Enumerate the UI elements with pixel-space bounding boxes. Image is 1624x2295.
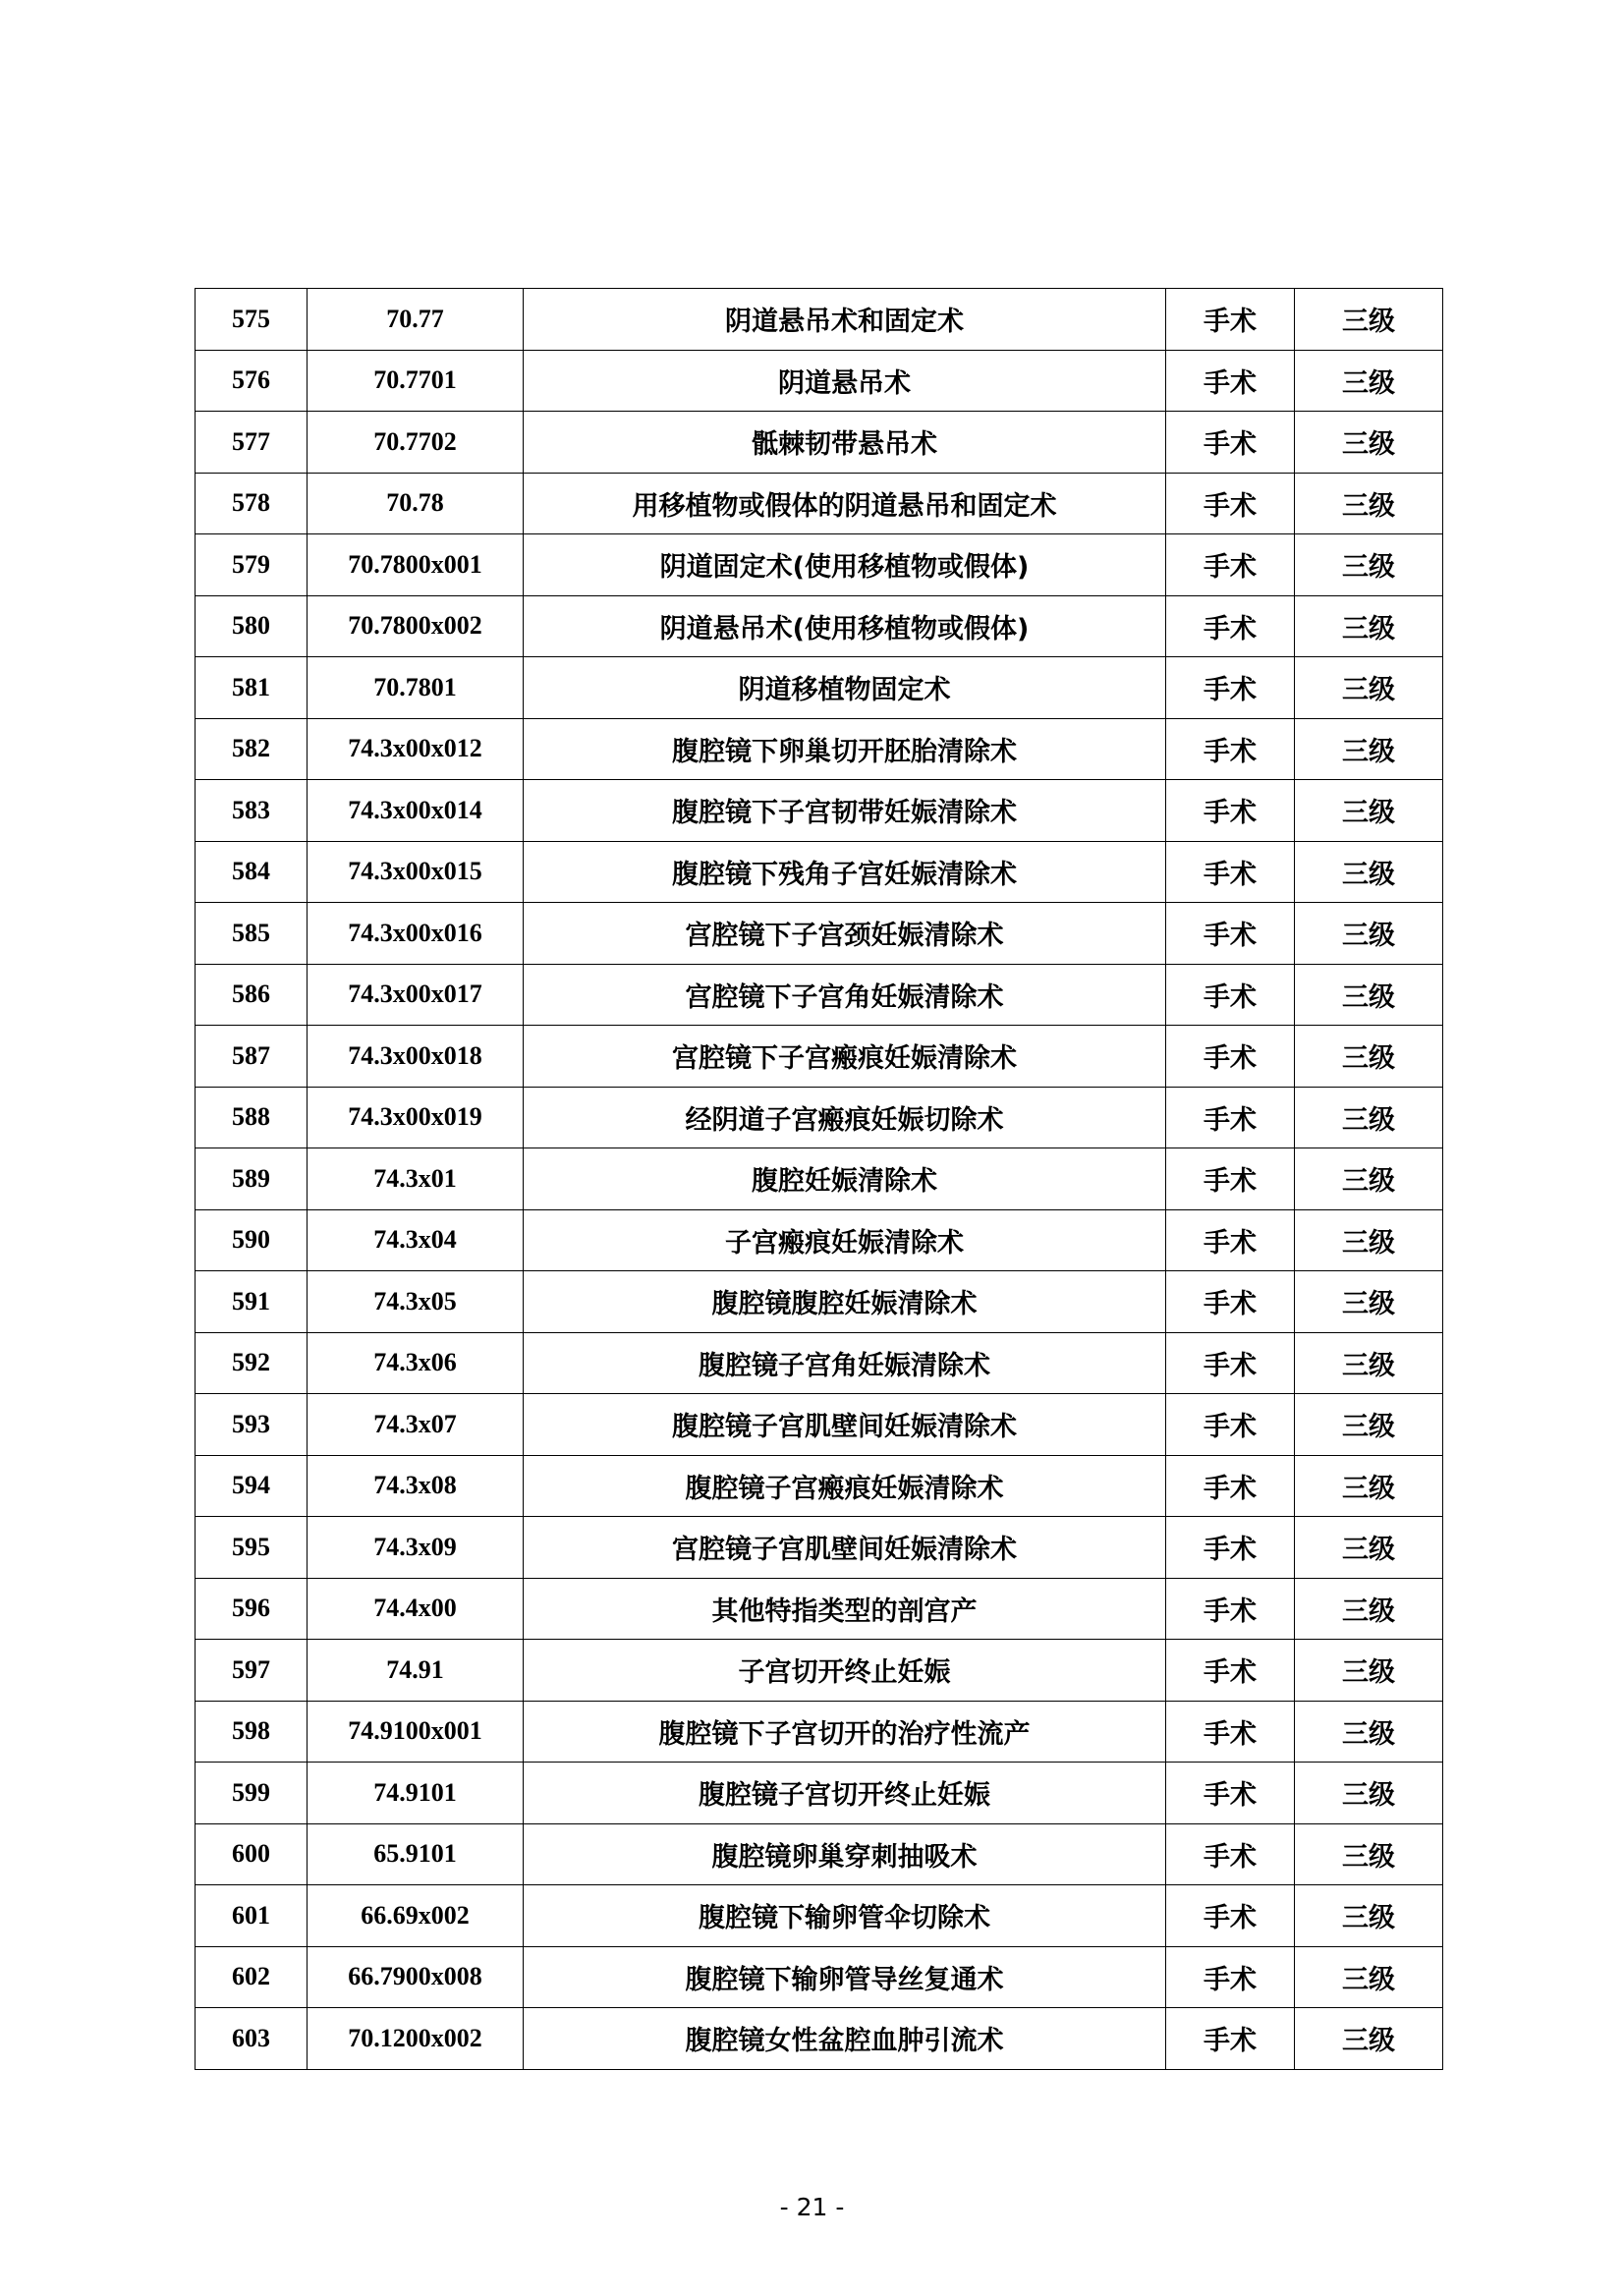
procedure-level-cell: 三级 [1295, 534, 1443, 596]
procedure-level-cell: 三级 [1295, 903, 1443, 965]
procedure-name-cell: 腹腔镜女性盆腔血肿引流术 [524, 2008, 1166, 2070]
row-index-cell: 595 [196, 1517, 308, 1579]
procedure-level-cell: 三级 [1295, 1271, 1443, 1333]
row-index-cell: 591 [196, 1271, 308, 1333]
procedure-name-cell: 腹腔镜下残角子宫妊娠清除术 [524, 841, 1166, 903]
row-index-cell: 587 [196, 1026, 308, 1088]
procedure-level-cell: 三级 [1295, 473, 1443, 534]
procedure-code-cell: 74.3x08 [308, 1455, 524, 1517]
procedure-type-cell: 手术 [1166, 1578, 1295, 1640]
procedure-level-cell: 三级 [1295, 350, 1443, 412]
row-index-cell: 601 [196, 1885, 308, 1947]
row-index-cell: 600 [196, 1823, 308, 1885]
procedure-level-cell: 三级 [1295, 718, 1443, 780]
procedure-code-cell: 66.7900x008 [308, 1946, 524, 2008]
procedure-type-cell: 手术 [1166, 289, 1295, 351]
row-index-cell: 598 [196, 1701, 308, 1763]
procedure-level-cell: 三级 [1295, 1026, 1443, 1088]
procedure-name-cell: 阴道悬吊术和固定术 [524, 289, 1166, 351]
procedure-type-cell: 手术 [1166, 1763, 1295, 1824]
row-index-cell: 575 [196, 289, 308, 351]
procedure-type-cell: 手术 [1166, 1823, 1295, 1885]
page-number: - 21 - [779, 2193, 845, 2221]
table-row [196, 1332, 1443, 1394]
row-index-cell: 599 [196, 1763, 308, 1824]
table-row [196, 841, 1443, 903]
procedure-level-cell: 三级 [1295, 1087, 1443, 1148]
table-row [196, 1209, 1443, 1271]
row-index-cell: 580 [196, 595, 308, 657]
procedure-name-cell: 腹腔镜下输卵管导丝复通术 [524, 1946, 1166, 2008]
procedure-code-cell: 74.4x00 [308, 1578, 524, 1640]
procedure-type-cell: 手术 [1166, 1026, 1295, 1088]
procedure-level-cell: 三级 [1295, 1763, 1443, 1824]
procedure-name-cell: 腹腔镜腹腔妊娠清除术 [524, 1271, 1166, 1333]
table-row [196, 1885, 1443, 1947]
row-index-cell: 596 [196, 1578, 308, 1640]
table-row [196, 1763, 1443, 1824]
procedure-code-cell: 74.3x00x016 [308, 903, 524, 965]
table-row [196, 595, 1443, 657]
procedure-type-cell: 手术 [1166, 1455, 1295, 1517]
procedure-level-cell: 三级 [1295, 1946, 1443, 2008]
procedure-name-cell: 经阴道子宫瘢痕妊娠切除术 [524, 1087, 1166, 1148]
procedure-level-cell: 三级 [1295, 1517, 1443, 1579]
procedure-level-cell: 三级 [1295, 657, 1443, 719]
procedure-code-cell: 74.3x00x014 [308, 780, 524, 842]
procedure-name-cell: 腹腔镜下输卵管伞切除术 [524, 1885, 1166, 1947]
procedure-level-cell: 三级 [1295, 595, 1443, 657]
table-row [196, 1087, 1443, 1148]
table-row [196, 718, 1443, 780]
procedure-type-cell: 手术 [1166, 1701, 1295, 1763]
procedure-code-cell: 70.7801 [308, 657, 524, 719]
table-row [196, 1455, 1443, 1517]
row-index-cell: 597 [196, 1640, 308, 1702]
procedure-name-cell: 子宫切开终止妊娠 [524, 1640, 1166, 1702]
procedure-code-cell: 74.3x00x018 [308, 1026, 524, 1088]
table-row [196, 1640, 1443, 1702]
procedure-type-cell: 手术 [1166, 595, 1295, 657]
procedure-type-cell: 手术 [1166, 1148, 1295, 1210]
row-index-cell: 593 [196, 1394, 308, 1456]
procedure-name-cell: 腹腔镜卵巢穿刺抽吸术 [524, 1823, 1166, 1885]
procedure-code-cell: 74.3x00x019 [308, 1087, 524, 1148]
procedure-type-cell: 手术 [1166, 1394, 1295, 1456]
row-index-cell: 582 [196, 718, 308, 780]
procedure-code-cell: 74.3x00x017 [308, 964, 524, 1026]
table-row [196, 2008, 1443, 2070]
procedure-level-cell: 三级 [1295, 412, 1443, 474]
row-index-cell: 579 [196, 534, 308, 596]
row-index-cell: 578 [196, 473, 308, 534]
row-index-cell: 583 [196, 780, 308, 842]
row-index-cell: 586 [196, 964, 308, 1026]
procedure-name-cell: 腹腔镜下卵巢切开胚胎清除术 [524, 718, 1166, 780]
row-index-cell: 577 [196, 412, 308, 474]
table-row [196, 350, 1443, 412]
procedure-code-cell: 74.3x00x012 [308, 718, 524, 780]
procedure-table [195, 288, 1443, 2070]
procedure-name-cell: 其他特指类型的剖宫产 [524, 1578, 1166, 1640]
row-index-cell: 588 [196, 1087, 308, 1148]
procedure-name-cell: 阴道悬吊术(使用移植物或假体) [524, 595, 1166, 657]
procedure-type-cell: 手术 [1166, 1517, 1295, 1579]
procedure-level-cell: 三级 [1295, 1209, 1443, 1271]
procedure-level-cell: 三级 [1295, 289, 1443, 351]
procedure-level-cell: 三级 [1295, 1148, 1443, 1210]
row-index-cell: 589 [196, 1148, 308, 1210]
procedure-level-cell: 三级 [1295, 1578, 1443, 1640]
procedure-name-cell: 宫腔镜下子宫瘢痕妊娠清除术 [524, 1026, 1166, 1088]
procedure-level-cell: 三级 [1295, 780, 1443, 842]
procedure-type-cell: 手术 [1166, 350, 1295, 412]
procedure-name-cell: 腹腔妊娠清除术 [524, 1148, 1166, 1210]
procedure-code-cell: 70.7800x002 [308, 595, 524, 657]
table-row [196, 657, 1443, 719]
procedure-code-cell: 74.91 [308, 1640, 524, 1702]
procedure-type-cell: 手术 [1166, 412, 1295, 474]
procedure-name-cell: 宫腔镜子宫肌壁间妊娠清除术 [524, 1517, 1166, 1579]
procedure-level-cell: 三级 [1295, 841, 1443, 903]
table-row [196, 1946, 1443, 2008]
table-row [196, 1148, 1443, 1210]
table-row [196, 1394, 1443, 1456]
table-row [196, 964, 1443, 1026]
table-row [196, 903, 1443, 965]
procedure-type-cell: 手术 [1166, 2008, 1295, 2070]
procedure-name-cell: 腹腔镜子宫瘢痕妊娠清除术 [524, 1455, 1166, 1517]
procedure-name-cell: 宫腔镜下子宫颈妊娠清除术 [524, 903, 1166, 965]
procedure-type-cell: 手术 [1166, 780, 1295, 842]
procedure-level-cell: 三级 [1295, 2008, 1443, 2070]
table-row [196, 289, 1443, 351]
procedure-code-cell: 74.3x07 [308, 1394, 524, 1456]
procedure-code-cell: 70.1200x002 [308, 2008, 524, 2070]
row-index-cell: 602 [196, 1946, 308, 2008]
procedure-code-cell: 74.9100x001 [308, 1701, 524, 1763]
procedure-name-cell: 腹腔镜下子宫切开的治疗性流产 [524, 1701, 1166, 1763]
table-row [196, 1578, 1443, 1640]
procedure-name-cell: 子宫瘢痕妊娠清除术 [524, 1209, 1166, 1271]
procedure-type-cell: 手术 [1166, 841, 1295, 903]
procedure-type-cell: 手术 [1166, 657, 1295, 719]
procedure-name-cell: 阴道固定术(使用移植物或假体) [524, 534, 1166, 596]
procedure-code-cell: 70.78 [308, 473, 524, 534]
table-row [196, 780, 1443, 842]
procedure-level-cell: 三级 [1295, 1701, 1443, 1763]
table-row [196, 473, 1443, 534]
procedure-name-cell: 腹腔镜子宫切开终止妊娠 [524, 1763, 1166, 1824]
procedure-table-body [196, 289, 1443, 2070]
procedure-level-cell: 三级 [1295, 1394, 1443, 1456]
row-index-cell: 603 [196, 2008, 308, 2070]
table-row [196, 1823, 1443, 1885]
procedure-type-cell: 手术 [1166, 964, 1295, 1026]
procedure-code-cell: 74.3x05 [308, 1271, 524, 1333]
procedure-type-cell: 手术 [1166, 1885, 1295, 1947]
procedure-code-cell: 74.3x00x015 [308, 841, 524, 903]
procedure-type-cell: 手术 [1166, 1209, 1295, 1271]
procedure-level-cell: 三级 [1295, 1885, 1443, 1947]
table-row [196, 1517, 1443, 1579]
row-index-cell: 592 [196, 1332, 308, 1394]
procedure-name-cell: 腹腔镜子宫角妊娠清除术 [524, 1332, 1166, 1394]
procedure-code-cell: 70.7800x001 [308, 534, 524, 596]
procedure-name-cell: 阴道移植物固定术 [524, 657, 1166, 719]
procedure-type-cell: 手术 [1166, 903, 1295, 965]
procedure-code-cell: 74.9101 [308, 1763, 524, 1824]
row-index-cell: 585 [196, 903, 308, 965]
table-row [196, 534, 1443, 596]
row-index-cell: 581 [196, 657, 308, 719]
row-index-cell: 594 [196, 1455, 308, 1517]
procedure-code-cell: 74.3x09 [308, 1517, 524, 1579]
procedure-type-cell: 手术 [1166, 1332, 1295, 1394]
procedure-code-cell: 74.3x01 [308, 1148, 524, 1210]
procedure-name-cell: 腹腔镜子宫肌壁间妊娠清除术 [524, 1394, 1166, 1456]
procedure-name-cell: 用移植物或假体的阴道悬吊和固定术 [524, 473, 1166, 534]
procedure-level-cell: 三级 [1295, 1823, 1443, 1885]
procedure-code-cell: 65.9101 [308, 1823, 524, 1885]
procedure-code-cell: 66.69x002 [308, 1885, 524, 1947]
procedure-level-cell: 三级 [1295, 1332, 1443, 1394]
procedure-type-cell: 手术 [1166, 1271, 1295, 1333]
procedure-name-cell: 阴道悬吊术 [524, 350, 1166, 412]
procedure-name-cell: 骶棘韧带悬吊术 [524, 412, 1166, 474]
row-index-cell: 590 [196, 1209, 308, 1271]
procedure-type-cell: 手术 [1166, 1087, 1295, 1148]
procedure-name-cell: 腹腔镜下子宫韧带妊娠清除术 [524, 780, 1166, 842]
procedure-level-cell: 三级 [1295, 1455, 1443, 1517]
table-row [196, 412, 1443, 474]
table-row [196, 1271, 1443, 1333]
procedure-type-cell: 手术 [1166, 534, 1295, 596]
procedure-code-cell: 70.7702 [308, 412, 524, 474]
procedure-code-cell: 70.77 [308, 289, 524, 351]
procedure-code-cell: 70.7701 [308, 350, 524, 412]
table-row [196, 1026, 1443, 1088]
procedure-code-cell: 74.3x06 [308, 1332, 524, 1394]
procedure-name-cell: 宫腔镜下子宫角妊娠清除术 [524, 964, 1166, 1026]
table-row [196, 1701, 1443, 1763]
procedure-type-cell: 手术 [1166, 718, 1295, 780]
row-index-cell: 584 [196, 841, 308, 903]
procedure-code-cell: 74.3x04 [308, 1209, 524, 1271]
procedure-type-cell: 手术 [1166, 1946, 1295, 2008]
procedure-level-cell: 三级 [1295, 1640, 1443, 1702]
row-index-cell: 576 [196, 350, 308, 412]
procedure-type-cell: 手术 [1166, 1640, 1295, 1702]
procedure-level-cell: 三级 [1295, 964, 1443, 1026]
procedure-type-cell: 手术 [1166, 473, 1295, 534]
